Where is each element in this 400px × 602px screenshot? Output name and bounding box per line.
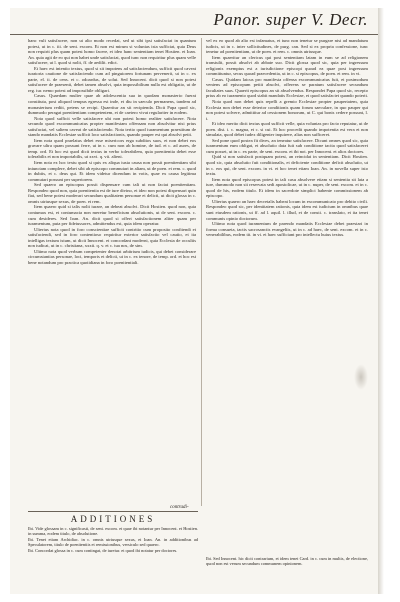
right-paragraph: Ulterius quaero an haec decretalis habeat locum in excommunicato pro debito civili. Respondeo quod sic, per identitatem rationis, quia idem est iudicium in omnibus quae sunt eiusdem rationis, ut ff. ad l. aquil. l. illud, et de consti. c. translato, et ita tenet communis opinio doctorum.: [206, 198, 368, 221]
right-paragraph: vel ex eo quod ab alio est infamatus, et tunc non tenetur se purgare nisi ad mandatum iudicis, ut in c. inter sollicitudines, de purg. can. Sed si ex propria confessione, tunc tenetur ad poenitentiam, ut de poen. et rem. c. omnis utriusque.: [206, 38, 368, 55]
right-paragraph: Ultimo nota quod iuramentum de parendo mandatis Ecclesiae debet praestari in forma consueta, tactis sacrosanctis evangeliis, ut in c. ad haec, de sent. excom. et in c. venerabilibus, eodem tit. in vi. et haec sufficiant pro intellectu huius textus.: [206, 221, 368, 238]
addition-note: Ibi. Sed Innocent. hic dicit contrarium, et idem tenet Card. in c. cum in multis, de electione, quod non est verum secundum communem opinionem.: [206, 556, 368, 567]
right-paragraph: Nota quod non debet quis repelli a gremio Ecclesiae propter paupertatem, quia Ecclesia non debet esse deterior conditionis quam forum saeculare, in quo pauper qui non potest solvere, admittitur ad cessionem bonorum, ut C. qui bonis cedere possunt, l. i.: [206, 99, 368, 121]
addition-note: Ibi. Vide glossam in c. significasti, de sent. excom. et quae ibi notantur per Innocent. et Hostien. in summa, eodem titulo, de absolutione.: [28, 526, 198, 537]
left-paragraph: Sed quaero an episcopus possit dispensare cum tali ut non faciat poenitentiam. Respondeo quod non, quia poenitentia est de iure divino, et ideo non potest dispensari quin fiat, sed bene potest moderari secundum qualitatem personae et delicti, ut dicit glossa in c. omnis utriusque sexus, de poen. et rem.: [28, 182, 196, 204]
page-header: [10, 8, 378, 35]
additions-rule: [28, 511, 198, 512]
left-paragraph: Ultimo nota quod verbum competenter denotat arbitrium iudicis, qui debet considerare circumstantias personae, loci, temporis et delicti, ut in c. ex tenore, de temp. ord. et hoc est bene notandum pro practica quotidiana in foro poenitentiali.: [28, 248, 196, 265]
right-paragraph: Et ideo merito dicit textus quod sufficit velle, quia voluntas pro facto reputatur, ut de poen. dist. i. c. magna, et c. si cui. Et hoc procedit quando impotentia est vera et non simulata, quod debet iudex diligenter inquirere, alias non sufficeret.: [206, 121, 368, 138]
right-paragraph: Sed pone quod postea fit dives, an teneatur satisfacere. Dicunt omnes quod sic, quia iuramentum eum obligat, et absolutio data fuit sub conditione tacita quod satisfaceret cum posset, ut in c. ex parte, de sent. excom. et ibi not. per Innocent. et alios doctores.: [206, 137, 368, 154]
right-paragraph: Casus. Quidam laicus pro manifesta offensa excommunicatus fuit, et postmodum veniens ad episcopum petiit absolvi, offerens se paratum satisfacere secundum facultates suas. Quaerit episcopus an sit absolvendus. Respondet Papa quod sic, recepto prius ab eo iuramento quod stabit mandatis Ecclesiae, et quod satisfaciet quando poterit.: [206, 76, 368, 99]
column-divider: [201, 38, 202, 506]
left-paragraph: Casus. Quaedam mulier quae ab adolescentia sua in quodam monasterio fuerat constituta, post aliquod tempus egressa est inde, et diu in saeculo permanens, tandem ad monasterium rediit, petens se recipi. Quaeritur an sit recipienda. Dicit Papa quod sic, dummodo peragat poenitentiam competentem, et de caetero vivat regulariter in eodem.: [28, 93, 196, 116]
additions-notes-left: [28, 526, 198, 570]
left-paragraph: Nota quod sufficit velle satisfacere ubi non potest homo realiter satisfacere. Nota secundo quod excommunicatus propter manifestam offensam non absolvitur nisi prius satisfaciat, vel saltem caveat de satisfaciendo. Nota tertio quod iuramentum praestitum de stando mandatis Ecclesiae sufficit loco satisfactionis, quando pauper est qui absolvi petit.: [28, 115, 196, 138]
catchword: contradi-: [170, 505, 189, 510]
addition-note: Ibi. Concordat glossa in c. cum contingat, de iureiur. et quod ibi notatur per doctores.: [28, 547, 178, 553]
left-paragraph: Item nota ex hoc textu quod si quis ex aliqua iusta causa non possit poenitentiam sibi iniunctam complere, debet sibi ab episcopo commutari in aliam, ut de poen. et rem. c. quod in dubiis, et c. deus qui. Et idem videtur dicendum in votis, quae ex causa legitima commutari possunt per superiorem.: [28, 160, 196, 182]
paper-stain: [354, 364, 368, 390]
right-paragraph: Quid si non satisfacit postquam potest, an reincidat in sententiam. Dicit Hostien. quod sic, quia absolutio fuit conditionalis, et deficiente conditione deficit absolutio, ut in c. eos qui, de sent. excom. in vi. et hoc tenet etiam Ioan. An. in novella super isto textu.: [206, 154, 368, 177]
addition-note: Ibi. Tenet etiam Archidiac. in c. omnis utriusque sexus, et Ioan. An. in additionibus ad Speculatorem, titulo de poenitentiis et remissionibus, versiculo sed quaero.: [28, 536, 198, 548]
left-paragraph: Item nota quod praelatus debet esse misericors erga subditos suos, et non debet eos gravare ultra quam possunt ferre, ut in c. cum non ab homine, de iud. et c. ad aures, de temp. ord. Et hoc est quod dicit textus in verbo tolerabilem, quia poenitentia debet esse tolerabilis et non importabilis, ut xxvi. q. vii. alieni.: [28, 137, 196, 160]
left-paragraph: Ulterius nota quod in foro conscientiae sufficit contritio cum proposito confitendi et satisfaciendi, sed in foro contentioso requiritur exterior satisfactio vel cautio, et ita intelligas textum istum, ut dicit Innocent. et concordant moderni, quia Ecclesia de occultis non iudicat, ut in c. christiana, xxxii. q. v. et c. tua nos, de sim.: [28, 226, 196, 249]
running-title: Panor. super V. Decr.: [213, 10, 368, 29]
right-column: [206, 38, 368, 505]
left-column: [28, 38, 196, 505]
right-paragraph: Item quaeritur an clericus qui post sententiam latam in eum se ad religionem transtulit, possit absolvi ab abbate suo. Dicit glossa quod sic, quia per ingressum religionis exemptus est a iurisdictione episcopi quoad ea quae post ingressum committuntur, secus quoad praecedentia, ut in c. si episcopus, de poen. et rem. in vi.: [206, 54, 368, 77]
left-paragraph: hanc vult satisfacere, non ut alio modo recedat, sed ut sibi ipsi satisfaciat in quantum potest, ut in c. iii. de sent. excom. Et non est mirum si voluntas ista sufficiat, quia Deus non requirit plus quam potest homo facere, et ideo hanc sententiam tenet Hostien. et Ioan. An. quia agit de eo qui non habet unde satisfaciat, quod tunc non requiritur plus quam velle satisfacere, ut l. quod si nolit, ff. de aedilit. edict.: [28, 38, 196, 66]
left-paragraph: Et haec est intentio textus, quod si sit impotens ad satisfaciendum, sufficit quod caveat iuratoria cautione de satisfaciendo cum ad pinguiorem fortunam pervenerit, ut in c. ex parte, el. ii. de cens. et c. odoardus, de solut. Sed Innocent. dicit quod si non potest satisfacere de praesenti, debet tamen absolvi, quia impossibilium nulla est obligatio, ut de reg. iur. nemo potest ad impossibile obligari.: [28, 65, 196, 93]
left-paragraph: Item quaero quid si talis nolit iurare, an debeat absolvi. Dicit Hostien. quod non, quia contumax est, et contumacia non meretur beneficium absolutionis, ut de sent. excom. c. cum desideres. Sed Ioan. An. dicit quod si offert satisfactionem aliter quam per iuramentum, puta per fideiussores, admittendus est, quia idem operatur.: [28, 204, 196, 227]
additions-heading: ADDITIONES: [70, 514, 156, 524]
right-paragraph: Item nota quod episcopus potest in tali casu absolvere etiam si sententia sit lata a iure, dummodo non sit reservata sedi apostolicae, ut in c. nuper, de sent. excom. et in c. quod de his, eodem titulo. Et idem in sacerdote simplici habente commissionem ab episcopo.: [206, 176, 368, 199]
additions-notes-right: [206, 556, 368, 576]
page-scan: [10, 8, 378, 594]
